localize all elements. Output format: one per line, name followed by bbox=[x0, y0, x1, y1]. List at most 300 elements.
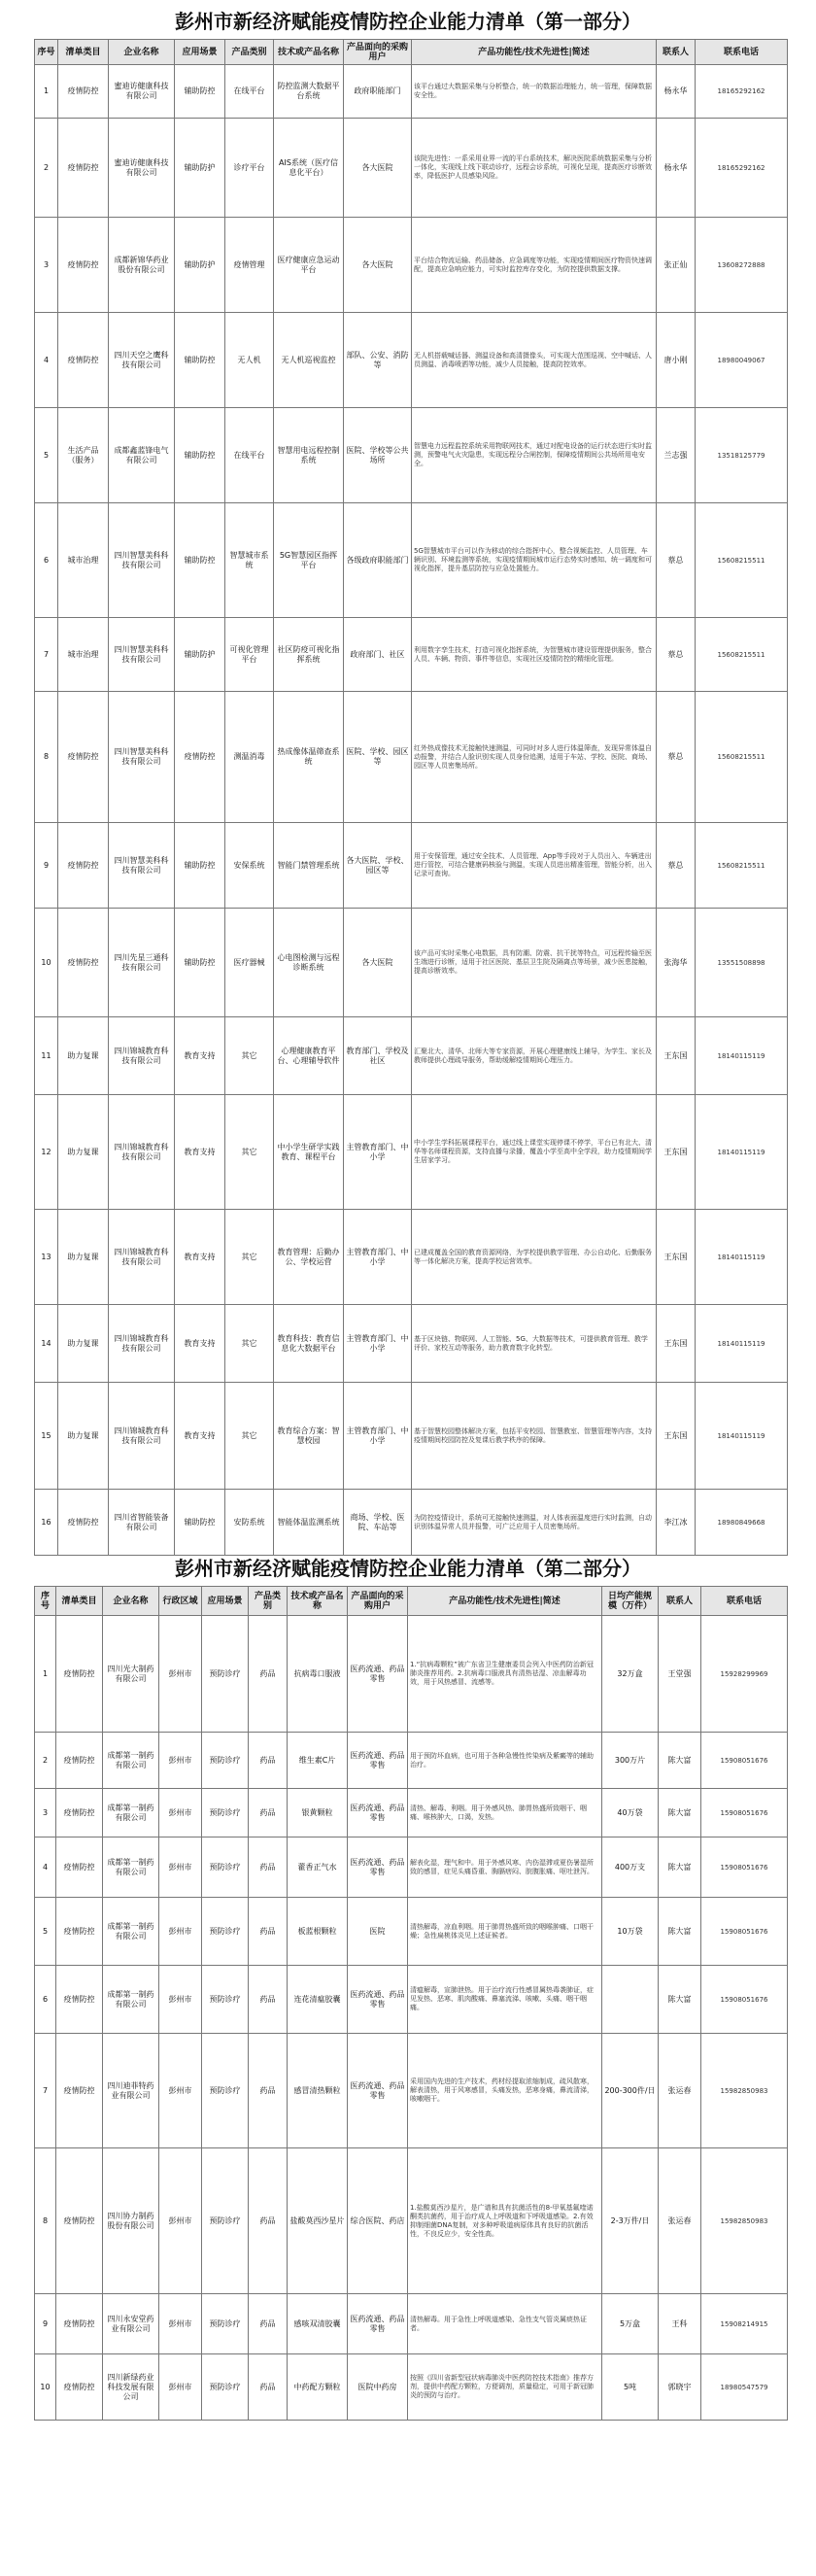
cell-phone: 15608215511 bbox=[696, 618, 788, 692]
cell-cat: 疫情防控 bbox=[58, 1490, 109, 1556]
cell-area: 彭州市 bbox=[159, 1898, 202, 1966]
cell-desc: 该产品可实时采集心电数据，具有防潮、防震、抗干扰等特点，可远程传输至医生端进行诊断，适用于社区医院、基层卫生院及隔离点等场景，减少医患接触，提高诊断效率。 bbox=[412, 909, 657, 1017]
cell-company: 成都第一制药有限公司 bbox=[103, 1898, 159, 1966]
table-row bbox=[35, 1616, 788, 1733]
cell-user: 医药流通、药品零售 bbox=[348, 1616, 408, 1733]
cell-name: 教育管理：后勤办公、学校运营 bbox=[274, 1210, 344, 1305]
cell-company: 四川新绿药业科技发展有限公司 bbox=[103, 2354, 159, 2421]
header-cell: 联系人 bbox=[657, 40, 696, 65]
header-cell: 产品功能性/技术先进性|简述 bbox=[408, 1587, 602, 1616]
table-row bbox=[35, 1210, 788, 1305]
cell-contact: 王东国 bbox=[657, 1017, 696, 1095]
cell-company: 成都第一制药有限公司 bbox=[103, 1733, 159, 1789]
cell-area: 彭州市 bbox=[159, 1733, 202, 1789]
cell-area: 彭州市 bbox=[159, 1966, 202, 2034]
part1-title: 彭州市新经济赋能疫情防控企业能力清单（第一部分） bbox=[175, 10, 641, 33]
table-row bbox=[35, 1966, 788, 2034]
header-cell: 产品类别 bbox=[225, 40, 274, 65]
cell-type: 药品 bbox=[249, 2148, 288, 2294]
cell-type: 安保系统 bbox=[225, 823, 274, 909]
cell-no: 3 bbox=[35, 1789, 56, 1838]
cell-scene: 预防诊疗 bbox=[202, 1733, 249, 1789]
cell-no: 1 bbox=[35, 1616, 56, 1733]
cell-phone: 18140115119 bbox=[696, 1383, 788, 1490]
cell-company: 四川天空之鹰科技有限公司 bbox=[109, 313, 175, 408]
cell-no: 3 bbox=[35, 218, 58, 313]
header-cell: 联系电话 bbox=[701, 1587, 788, 1616]
cell-company: 四川先星三通科技有限公司 bbox=[109, 909, 175, 1017]
header-cell: 序号 bbox=[35, 1587, 56, 1616]
table-row bbox=[35, 1017, 788, 1095]
cell-contact: 杨永华 bbox=[657, 119, 696, 218]
header-cell: 应用场景 bbox=[202, 1587, 249, 1616]
part2-header-row bbox=[35, 1587, 788, 1616]
cell-desc: 采用国内先进的生产技术，药材经提取浓缩制成，疏风散寒，解表清热，用于风寒感冒，头痛发热，恶寒身痛，鼻流清涕，咳嗽咽干。 bbox=[408, 2034, 602, 2148]
cell-no: 16 bbox=[35, 1490, 58, 1556]
cell-desc: 1.盐酸莫西沙星片，是广谱和具有抗菌活性的8-甲氧基氟喹诺酮类抗菌药，用于治疗成人上呼吸道和下呼吸道感染。2.有效抑制细菌DNA复制，对多种呼吸道病原体具有良好的抗菌活性，不良反应少，安全性高。 bbox=[408, 2148, 602, 2294]
cell-cat: 城市治理 bbox=[58, 503, 109, 618]
cell-scene: 辅助防控 bbox=[175, 408, 225, 503]
table-row bbox=[35, 1095, 788, 1210]
cell-no: 8 bbox=[35, 2148, 56, 2294]
cell-user: 政府部门、社区 bbox=[344, 618, 412, 692]
cell-type: 药品 bbox=[249, 1789, 288, 1838]
cell-desc: 无人机搭载喊话器、测温设备和高清摄像头，可实现大范围巡视、空中喊话、人员测温、消毒喷洒等功能，减少人员接触，提高防控效率。 bbox=[412, 313, 657, 408]
cell-scene: 预防诊疗 bbox=[202, 1898, 249, 1966]
cell-scene: 预防诊疗 bbox=[202, 2294, 249, 2354]
cell-cat: 疫情防控 bbox=[58, 823, 109, 909]
cell-area: 彭州市 bbox=[159, 1616, 202, 1733]
cell-contact: 郭晓宇 bbox=[659, 2354, 701, 2421]
cell-company: 四川协力制药股份有限公司 bbox=[103, 2148, 159, 2294]
cell-company: 四川智慧美科科技有限公司 bbox=[109, 823, 175, 909]
cell-desc: 5G智慧城市平台可以作为移动的综合指挥中心，整合视频监控、人员管理、车辆识别、环境监测等系统，实现疫情期间城市运行态势实时感知、统一调度和可视化指挥，提升基层防控与应急处置能力。 bbox=[412, 503, 657, 618]
cell-desc: 解表化湿，理气和中。用于外感风寒、内伤湿滞或夏伤暑湿所致的感冒，症见头痛昏重、胸膈痞闷、脘腹胀痛、呕吐泄泻。 bbox=[408, 1838, 602, 1898]
cell-type: 药品 bbox=[249, 2034, 288, 2148]
cell-cap: 300万片 bbox=[602, 1733, 659, 1789]
cell-user: 政府职能部门 bbox=[344, 65, 412, 119]
table-row bbox=[35, 1305, 788, 1383]
cell-desc: 红外热成像技术无接触快速测温，可同时对多人进行体温筛查，发现异常体温自动报警，并结合人脸识别实现人员身份追溯，适用于车站、学校、医院、商场、园区等人员密集场所。 bbox=[412, 692, 657, 823]
cell-no: 15 bbox=[35, 1383, 58, 1490]
cell-cap: 400万支 bbox=[602, 1838, 659, 1898]
cell-scene: 预防诊疗 bbox=[202, 1966, 249, 2034]
cell-contact: 唐小刚 bbox=[657, 313, 696, 408]
cell-cat: 疫情防控 bbox=[58, 313, 109, 408]
cell-user: 部队、公安、消防等 bbox=[344, 313, 412, 408]
cell-no: 5 bbox=[35, 1898, 56, 1966]
table-row bbox=[35, 119, 788, 218]
cell-name: 盐酸莫西沙星片 bbox=[288, 2148, 348, 2294]
table-row bbox=[35, 909, 788, 1017]
table-row bbox=[35, 65, 788, 119]
cell-type: 药品 bbox=[249, 2294, 288, 2354]
cell-scene: 疫情防控 bbox=[175, 692, 225, 823]
cell-no: 12 bbox=[35, 1095, 58, 1210]
cell-user: 医药流通、药品零售 bbox=[348, 1789, 408, 1838]
cell-area: 彭州市 bbox=[159, 1789, 202, 1838]
cell-contact: 陈大富 bbox=[659, 1838, 701, 1898]
cell-contact: 张正仙 bbox=[657, 218, 696, 313]
header-cell: 技术或产品名称 bbox=[274, 40, 344, 65]
cell-cap: 40万袋 bbox=[602, 1789, 659, 1838]
cell-scene: 辅助防护 bbox=[175, 618, 225, 692]
cell-user: 主管教育部门、中小学 bbox=[344, 1383, 412, 1490]
cell-company: 四川永安堂药业有限公司 bbox=[103, 2294, 159, 2354]
cell-cat: 疫情防控 bbox=[56, 1733, 103, 1789]
cell-no: 11 bbox=[35, 1017, 58, 1095]
cell-type: 其它 bbox=[225, 1095, 274, 1210]
cell-no: 2 bbox=[35, 119, 58, 218]
table-row bbox=[35, 2354, 788, 2421]
cell-name: 感咳双清胶囊 bbox=[288, 2294, 348, 2354]
cell-type: 其它 bbox=[225, 1305, 274, 1383]
cell-name: 中药配方颗粒 bbox=[288, 2354, 348, 2421]
cell-user: 医院中药房 bbox=[348, 2354, 408, 2421]
cell-company: 蜜迪访健康科技有限公司 bbox=[109, 65, 175, 119]
cell-cat: 疫情防控 bbox=[56, 1966, 103, 2034]
cell-phone: 18980049067 bbox=[696, 313, 788, 408]
cell-company: 成都第一制药有限公司 bbox=[103, 1838, 159, 1898]
cell-company: 成都鑫蓝锋电气有限公司 bbox=[109, 408, 175, 503]
cell-scene: 教育支持 bbox=[175, 1383, 225, 1490]
cell-area: 彭州市 bbox=[159, 2354, 202, 2421]
table-row bbox=[35, 823, 788, 909]
cell-phone: 15908051676 bbox=[701, 1733, 788, 1789]
cell-phone: 18140115119 bbox=[696, 1017, 788, 1095]
part2-title: 彭州市新经济赋能疫情防控企业能力清单（第二部分） bbox=[175, 1557, 641, 1580]
cell-cat: 疫情防控 bbox=[56, 2294, 103, 2354]
cell-contact: 王东国 bbox=[657, 1305, 696, 1383]
cell-phone: 15608215511 bbox=[696, 503, 788, 618]
cell-name: 智慧用电远程控制系统 bbox=[274, 408, 344, 503]
cell-user: 综合医院、药店 bbox=[348, 2148, 408, 2294]
cell-desc: 基于智慧校园整体解决方案，包括平安校园、智慧教室、智慧管理等内容，支持疫情期间校园防控及复课后教学秩序的保障。 bbox=[412, 1383, 657, 1490]
cell-phone: 18165292162 bbox=[696, 65, 788, 119]
header-cell: 企业名称 bbox=[109, 40, 175, 65]
header-cell: 企业名称 bbox=[103, 1587, 159, 1616]
cell-scene: 教育支持 bbox=[175, 1210, 225, 1305]
cell-phone: 18165292162 bbox=[696, 119, 788, 218]
cell-area: 彭州市 bbox=[159, 1838, 202, 1898]
header-cell: 产品类别 bbox=[249, 1587, 288, 1616]
cell-scene: 辅助防控 bbox=[175, 503, 225, 618]
header-cell: 清单类目 bbox=[58, 40, 109, 65]
cell-user: 各大医院 bbox=[344, 218, 412, 313]
cell-no: 4 bbox=[35, 313, 58, 408]
cell-no: 6 bbox=[35, 1966, 56, 2034]
cell-scene: 预防诊疗 bbox=[202, 1789, 249, 1838]
cell-phone: 18980849668 bbox=[696, 1490, 788, 1556]
cell-scene: 预防诊疗 bbox=[202, 2034, 249, 2148]
cell-user: 商场、学校、医院、车站等 bbox=[344, 1490, 412, 1556]
cell-scene: 教育支持 bbox=[175, 1017, 225, 1095]
cell-no: 10 bbox=[35, 2354, 56, 2421]
cell-company: 四川智慧美科科技有限公司 bbox=[109, 503, 175, 618]
cell-phone: 15908051676 bbox=[701, 1898, 788, 1966]
cell-phone: 15608215511 bbox=[696, 823, 788, 909]
cell-desc: 按照《四川省新型冠状病毒肺炎中医药防控技术指南》推荐方剂，提供中药配方颗粒，方便调剂，质量稳定，可用于新冠肺炎的预防与治疗。 bbox=[408, 2354, 602, 2421]
cell-scene: 教育支持 bbox=[175, 1095, 225, 1210]
cell-desc: 中小学生学科拓展课程平台，通过线上课堂实现停课不停学，平台已有北大、清华等名师课程资源，支持直播与录播，覆盖小学至高中全学段，助力疫情期间学生居家学习。 bbox=[412, 1095, 657, 1210]
cell-cat: 生活产品（服务） bbox=[58, 408, 109, 503]
cell-desc: 用于安保管理，通过安全技术、人员管理、App等手段对于人员出入、车辆进出进行管控，可结合健康码核验与测温，实现人员进出精准管理，智能分析，出入记录可查询。 bbox=[412, 823, 657, 909]
header-cell: 清单类目 bbox=[56, 1587, 103, 1616]
cell-cat: 疫情防控 bbox=[56, 1838, 103, 1898]
cell-name: 感冒清热颗粒 bbox=[288, 2034, 348, 2148]
cell-desc: 利用数字孪生技术，打造可视化指挥系统，为智慧城市建设管理提供服务，整合人员、车辆、物资、事件等信息，实现社区疫情防控的精细化管理。 bbox=[412, 618, 657, 692]
cell-name: 教育科技：教育信息化大数据平台 bbox=[274, 1305, 344, 1383]
cell-cap: 32万盒 bbox=[602, 1616, 659, 1733]
cell-type: 其它 bbox=[225, 1210, 274, 1305]
cell-type: 药品 bbox=[249, 2354, 288, 2421]
cell-cat: 疫情防控 bbox=[56, 1789, 103, 1838]
cell-user: 医药流通、药品零售 bbox=[348, 2294, 408, 2354]
cell-phone: 13608272888 bbox=[696, 218, 788, 313]
cell-phone: 15608215511 bbox=[696, 692, 788, 823]
cell-name: 热成像体温筛查系统 bbox=[274, 692, 344, 823]
cell-cat: 助力复课 bbox=[58, 1017, 109, 1095]
cell-phone: 18140115119 bbox=[696, 1095, 788, 1210]
cell-company: 四川智慧美科科技有限公司 bbox=[109, 618, 175, 692]
cell-desc: 智慧电力远程监控系统采用物联网技术，通过对配电设备的运行状态进行实时监测，预警电气火灾隐患，实现远程分合闸控制，保障疫情期间公共场所用电安全。 bbox=[412, 408, 657, 503]
cell-desc: 清瘟解毒，宣肺泄热。用于治疗流行性感冒属热毒袭肺证，症见发热、恶寒、肌肉酸痛、鼻塞流涕、咳嗽、头痛、咽干咽痛。 bbox=[408, 1966, 602, 2034]
table-row bbox=[35, 1838, 788, 1898]
cell-phone: 15928299969 bbox=[701, 1616, 788, 1733]
cell-type: 其它 bbox=[225, 1383, 274, 1490]
cell-user: 教育部门、学校及社区 bbox=[344, 1017, 412, 1095]
cell-phone: 13551508898 bbox=[696, 909, 788, 1017]
cell-cap: 200-300件/日 bbox=[602, 2034, 659, 2148]
cell-scene: 预防诊疗 bbox=[202, 1838, 249, 1898]
cell-name: 心理健康教育平台、心理辅导软件 bbox=[274, 1017, 344, 1095]
cell-user: 各级政府职能部门 bbox=[344, 503, 412, 618]
cell-user: 医药流通、药品零售 bbox=[348, 2034, 408, 2148]
cell-scene: 辅助防控 bbox=[175, 823, 225, 909]
cell-company: 四川锦城教育科技有限公司 bbox=[109, 1383, 175, 1490]
cell-cat: 疫情防控 bbox=[56, 2034, 103, 2148]
table-row bbox=[35, 2148, 788, 2294]
cell-cat: 疫情防控 bbox=[56, 1616, 103, 1733]
table-row bbox=[35, 1898, 788, 1966]
cell-type: 医疗器械 bbox=[225, 909, 274, 1017]
cell-contact: 王东国 bbox=[657, 1210, 696, 1305]
table-row bbox=[35, 1383, 788, 1490]
cell-type: 在线平台 bbox=[225, 408, 274, 503]
cell-name: 教育综合方案：智慧校园 bbox=[274, 1383, 344, 1490]
cell-no: 8 bbox=[35, 692, 58, 823]
cell-user: 主管教育部门、中小学 bbox=[344, 1305, 412, 1383]
cell-type: 测温消毒 bbox=[225, 692, 274, 823]
cell-name: 银黄颗粒 bbox=[288, 1789, 348, 1838]
cell-company: 蜜迪访健康科技有限公司 bbox=[109, 119, 175, 218]
cell-cap: 5吨 bbox=[602, 2354, 659, 2421]
cell-company: 四川锦城教育科技有限公司 bbox=[109, 1017, 175, 1095]
cell-company: 四川省智能装备有限公司 bbox=[109, 1490, 175, 1556]
cell-area: 彭州市 bbox=[159, 2148, 202, 2294]
cell-contact: 王东国 bbox=[657, 1383, 696, 1490]
cell-desc: 清热、解毒、利咽。用于外感风热、肺胃热盛所致咽干、咽痛、喉核肿大，口渴，发热。 bbox=[408, 1789, 602, 1838]
cell-desc: 清热解毒。用于急性上呼吸道感染、急性支气管炎属痰热证者。 bbox=[408, 2294, 602, 2354]
cell-contact: 蔡总 bbox=[657, 692, 696, 823]
table-row bbox=[35, 408, 788, 503]
cell-contact: 王科 bbox=[659, 2294, 701, 2354]
cell-desc: 汇聚北大、清华、北师大等专家资源，开展心理健康线上辅导，为学生、家长及教师提供心理疏导服务，帮助缓解疫情期间心理压力。 bbox=[412, 1017, 657, 1095]
cell-desc: 1.“抗病毒颗粒”被广东省卫生健康委员会列入中医药防治新冠肺炎推荐用药。2.抗病毒口服液具有清热祛湿、凉血解毒功效，用于风热感冒、流感等。 bbox=[408, 1616, 602, 1733]
cell-name: 板蓝根颗粒 bbox=[288, 1898, 348, 1966]
cell-type: 其它 bbox=[225, 1017, 274, 1095]
cell-no: 9 bbox=[35, 823, 58, 909]
cell-no: 2 bbox=[35, 1733, 56, 1789]
cell-name: 智能体温监测系统 bbox=[274, 1490, 344, 1556]
cell-phone: 15908051676 bbox=[701, 1966, 788, 2034]
cell-contact: 陈大富 bbox=[659, 1966, 701, 2034]
cell-scene: 辅助防控 bbox=[175, 65, 225, 119]
cell-cat: 疫情防控 bbox=[58, 909, 109, 1017]
cell-no: 4 bbox=[35, 1838, 56, 1898]
cell-desc: 基于区块链、物联网、人工智能、5G、大数据等技术，可提供教育管理、教学评价、家校互动等服务，助力教育数字化转型。 bbox=[412, 1305, 657, 1383]
cell-cat: 疫情防控 bbox=[56, 2354, 103, 2421]
cell-scene: 辅助防护 bbox=[175, 218, 225, 313]
cell-type: 智慧城市系统 bbox=[225, 503, 274, 618]
cell-cat: 疫情防控 bbox=[56, 2148, 103, 2294]
cell-desc: 为防控疫情设计，系统可无接触快速测温，对人体表面温度进行实时监测，自动识别体温异常人员并报警，可广泛应用于人员密集场所。 bbox=[412, 1490, 657, 1556]
table-row bbox=[35, 618, 788, 692]
cell-company: 成都第一制药有限公司 bbox=[103, 1966, 159, 2034]
table-row bbox=[35, 1789, 788, 1838]
cell-desc: 该院先进性：一系采用业界一流的平台系统技术，解决医院系统数据采集与分析一体化，实现线上线下联动诊疗，远程会诊系统，可视化呈现，提高医疗诊断效率，降低医护人员感染风险。 bbox=[412, 119, 657, 218]
cell-user: 医药流通、药品零售 bbox=[348, 1733, 408, 1789]
cell-area: 彭州市 bbox=[159, 2034, 202, 2148]
table-row bbox=[35, 692, 788, 823]
cell-cat: 疫情防控 bbox=[58, 65, 109, 119]
cell-phone: 15982850983 bbox=[701, 2034, 788, 2148]
cell-cap: 10万袋 bbox=[602, 1898, 659, 1966]
header-cell: 应用场景 bbox=[175, 40, 225, 65]
cell-no: 13 bbox=[35, 1210, 58, 1305]
cell-scene: 预防诊疗 bbox=[202, 2354, 249, 2421]
cell-cat: 疫情防控 bbox=[56, 1898, 103, 1966]
cell-scene: 预防诊疗 bbox=[202, 1616, 249, 1733]
cell-cap: 2-3万件/日 bbox=[602, 2148, 659, 2294]
cell-user: 医药流通、药品零售 bbox=[348, 1966, 408, 2034]
cell-company: 成都第一制药有限公司 bbox=[103, 1789, 159, 1838]
cell-user: 主管教育部门、中小学 bbox=[344, 1210, 412, 1305]
cell-no: 14 bbox=[35, 1305, 58, 1383]
cell-type: 安防系统 bbox=[225, 1490, 274, 1556]
cell-user: 医院 bbox=[348, 1898, 408, 1966]
cell-desc: 该平台通过大数据采集与分析整合，统一的数据治理能力，统一管理，保障数据安全性。 bbox=[412, 65, 657, 119]
header-cell: 联系人 bbox=[659, 1587, 701, 1616]
header-cell: 技术或产品名称 bbox=[288, 1587, 348, 1616]
cell-cat: 助力复课 bbox=[58, 1305, 109, 1383]
cell-desc: 用于预防坏血病，也可用于各种急慢性传染病及紫癜等的辅助治疗。 bbox=[408, 1733, 602, 1789]
table-row bbox=[35, 1733, 788, 1789]
cell-contact: 蔡总 bbox=[657, 503, 696, 618]
cell-name: 防控监测大数据平台系统 bbox=[274, 65, 344, 119]
cell-cat: 疫情防控 bbox=[58, 119, 109, 218]
cell-no: 5 bbox=[35, 408, 58, 503]
cell-name: 社区防疫可视化指挥系统 bbox=[274, 618, 344, 692]
cell-desc: 平台结合物流运输、药品储备、应急调度等功能，实现疫情期间医疗物资快速调配，提高应急响应能力，可实时监控库存变化，为防控提供数据支撑。 bbox=[412, 218, 657, 313]
cell-contact: 兰志强 bbox=[657, 408, 696, 503]
cell-user: 医院、学校等公共场所 bbox=[344, 408, 412, 503]
cell-scene: 辅助防控 bbox=[175, 313, 225, 408]
cell-company: 四川锦城教育科技有限公司 bbox=[109, 1210, 175, 1305]
cell-contact: 王东国 bbox=[657, 1095, 696, 1210]
cell-type: 药品 bbox=[249, 1733, 288, 1789]
cell-no: 6 bbox=[35, 503, 58, 618]
table-row bbox=[35, 1490, 788, 1556]
cell-name: 无人机巡视监控 bbox=[274, 313, 344, 408]
cell-contact: 陈大富 bbox=[659, 1898, 701, 1966]
header-cell: 产品面向的采购用户 bbox=[348, 1587, 408, 1616]
cell-user: 各大医院、学校、园区等 bbox=[344, 823, 412, 909]
cell-company: 四川锦城教育科技有限公司 bbox=[109, 1305, 175, 1383]
cell-scene: 辅助防护 bbox=[175, 119, 225, 218]
header-cell: 产品面向的采购用户 bbox=[344, 40, 412, 65]
cell-area: 彭州市 bbox=[159, 2294, 202, 2354]
cell-contact: 王堂强 bbox=[659, 1616, 701, 1733]
cell-no: 1 bbox=[35, 65, 58, 119]
cell-name: 心电图检测与远程诊断系统 bbox=[274, 909, 344, 1017]
cell-company: 四川锦城教育科技有限公司 bbox=[109, 1095, 175, 1210]
cell-contact: 陈大富 bbox=[659, 1733, 701, 1789]
header-cell: 序号 bbox=[35, 40, 58, 65]
cell-no: 7 bbox=[35, 618, 58, 692]
cell-user: 主管教育部门、中小学 bbox=[344, 1095, 412, 1210]
cell-company: 四川迪菲特药业有限公司 bbox=[103, 2034, 159, 2148]
cell-type: 疫情管理 bbox=[225, 218, 274, 313]
cell-phone: 15908051676 bbox=[701, 1789, 788, 1838]
cell-user: 医院、学校、园区等 bbox=[344, 692, 412, 823]
header-cell: 日均产能规模（万件） bbox=[602, 1587, 659, 1616]
cell-no: 9 bbox=[35, 2294, 56, 2354]
cell-scene: 辅助防控 bbox=[175, 1490, 225, 1556]
cell-contact: 蔡总 bbox=[657, 618, 696, 692]
part2-table bbox=[34, 1586, 788, 2421]
cell-contact: 蔡总 bbox=[657, 823, 696, 909]
cell-type: 诊疗平台 bbox=[225, 119, 274, 218]
cell-name: 连花清瘟胶囊 bbox=[288, 1966, 348, 2034]
cell-phone: 15908214915 bbox=[701, 2294, 788, 2354]
cell-phone: 18980547579 bbox=[701, 2354, 788, 2421]
cell-contact: 李江冰 bbox=[657, 1490, 696, 1556]
cell-user: 医药流通、药品零售 bbox=[348, 1838, 408, 1898]
cell-phone: 13518125779 bbox=[696, 408, 788, 503]
cell-type: 可视化管理平台 bbox=[225, 618, 274, 692]
cell-user: 各大医院 bbox=[344, 119, 412, 218]
cell-name: AIS系统（医疗信息化平台） bbox=[274, 119, 344, 218]
cell-cap: 5万盒 bbox=[602, 2294, 659, 2354]
cell-phone: 15908051676 bbox=[701, 1838, 788, 1898]
cell-scene: 辅助防控 bbox=[175, 909, 225, 1017]
cell-cat: 疫情防控 bbox=[58, 692, 109, 823]
cell-phone: 15982850983 bbox=[701, 2148, 788, 2294]
cell-name: 藿香正气水 bbox=[288, 1838, 348, 1898]
cell-name: 中小学生研学实践教育、课程平台 bbox=[274, 1095, 344, 1210]
cell-contact: 张运春 bbox=[659, 2034, 701, 2148]
cell-cap bbox=[602, 1966, 659, 2034]
cell-cat: 助力复课 bbox=[58, 1095, 109, 1210]
table-row bbox=[35, 313, 788, 408]
cell-name: 维生素C片 bbox=[288, 1733, 348, 1789]
table-row bbox=[35, 503, 788, 618]
cell-desc: 已建成覆盖全国的教育资源网络，为学校提供教学管理、办公自动化、后勤服务等一体化解决方案，提高学校运营效率。 bbox=[412, 1210, 657, 1305]
cell-phone: 18140115119 bbox=[696, 1305, 788, 1383]
cell-contact: 杨永华 bbox=[657, 65, 696, 119]
table-row bbox=[35, 2294, 788, 2354]
